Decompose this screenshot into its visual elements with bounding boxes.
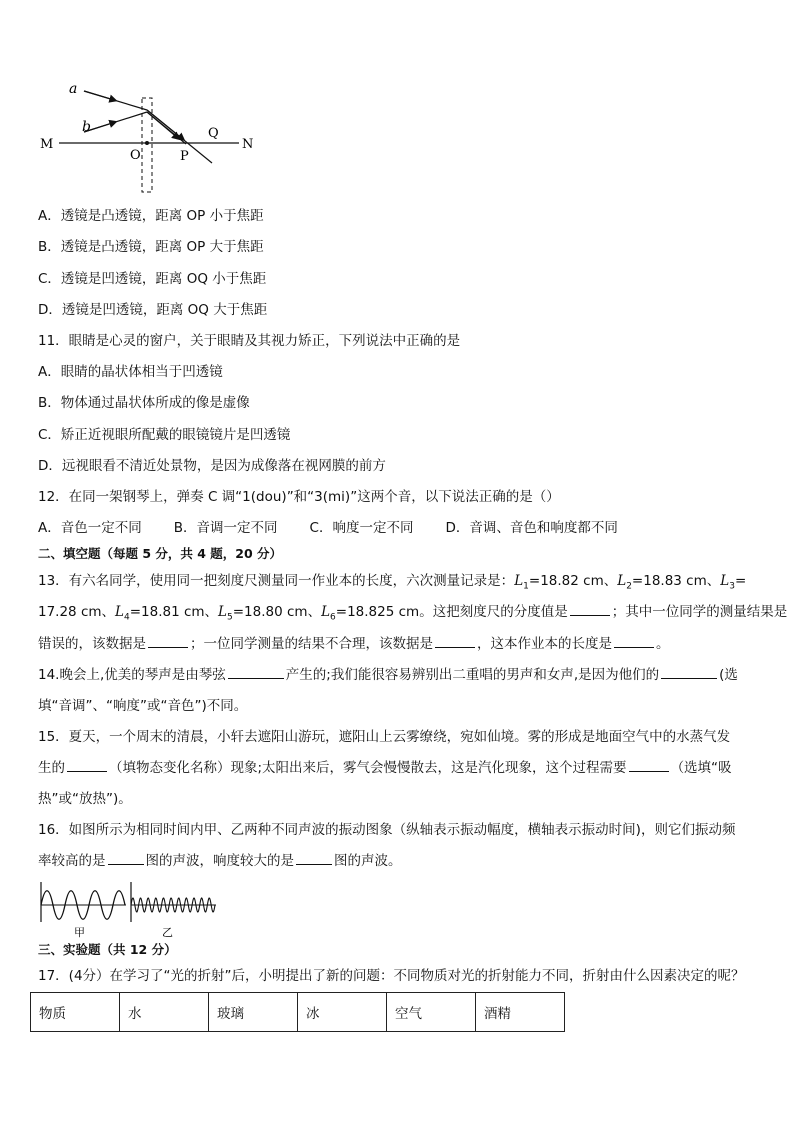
q16-blank-louder[interactable] <box>296 851 332 865</box>
label-a: a <box>69 81 78 97</box>
q15-line-2: 生的 （填物态变化名称）现象;太阳出来后，雾气会慢慢散去，这是汽化现象，这个过程需要 （选填“吸 <box>38 760 732 776</box>
table-cell: 酒精 <box>476 993 565 1032</box>
q16-blank-higher-frequency[interactable] <box>108 851 144 865</box>
label-jia: 甲 <box>74 926 85 939</box>
q11-option-b: B．物体通过晶状体所成的像是虚像 <box>38 395 250 411</box>
q10-option-a: A．透镜是凸透镜，距离 OP 小于焦距 <box>38 208 264 224</box>
table-cell: 冰 <box>298 993 387 1032</box>
q12-options <box>38 518 618 538</box>
label-q: Q <box>208 126 219 141</box>
table-cell: 物质 <box>31 993 120 1032</box>
q16-line-2: 率较高的是 图的声波，响度较大的是 图的声波。 <box>38 853 402 869</box>
table-cell: 空气 <box>387 993 476 1032</box>
q14-blank-timbre[interactable] <box>661 665 717 679</box>
q12-option-b: B．音调一定不同 <box>173 520 278 536</box>
q15-line-3: 热”或“放热”)。 <box>38 791 132 807</box>
q11-option-c: C．矫正近视眼所配戴的眼镜镜片是凹透镜 <box>38 427 291 443</box>
q13-line-3: 错误的，该数据是 ；一位同学测量的结果不合理，该数据是 ，这本作业本的长度是 。 <box>38 636 670 652</box>
section-fill-in-heading: 二、填空题（每题 5 分，共 4 题，20 分） <box>38 546 283 561</box>
q16-line-1: 16．如图所示为相同时间内甲、乙两种不同声波的振动图象（纵轴表示振动幅度，横轴表示振动时间)，则它们振动频 <box>38 822 736 838</box>
q14-line-2: 填“音调”、“响度”或“音色”)不同。 <box>38 698 248 714</box>
material-table <box>30 992 565 1032</box>
q15-blank-heat[interactable] <box>629 758 669 772</box>
lens-ray-diagram <box>36 76 266 201</box>
q13-blank-unreasonable-value[interactable] <box>435 634 475 648</box>
q13-blank-wrong-value[interactable] <box>148 634 188 648</box>
optical-center-dot <box>145 141 149 145</box>
label-o: O <box>130 148 141 163</box>
label-b: b <box>82 119 91 135</box>
q10-option-d: D．透镜是凹透镜，距离 OQ 大于焦距 <box>38 302 268 318</box>
q11-stem: 11．眼睛是心灵的窗户，关于眼睛及其视力矫正，下列说法中正确的是 <box>38 333 461 349</box>
label-yi: 乙 <box>162 926 173 939</box>
label-m: M <box>40 137 54 152</box>
q15-blank-phase-change[interactable] <box>67 758 107 772</box>
q11-option-d: D．远视眼看不清近处景物，是因为成像落在视网膜的前方 <box>38 458 386 474</box>
q14-blank-vibration[interactable] <box>228 665 284 679</box>
table-cell: 玻璃 <box>209 993 298 1032</box>
q13-line-1: 13．有六名同学，使用同一把刻度尺测量同一作业本的长度，六次测量记录是：$L_1=18.82$ cm、$L_2=18.83$ cm、$L_3=$ <box>38 573 747 592</box>
q10-option-c: C．透镜是凹透镜，距离 OQ 小于焦距 <box>38 271 267 287</box>
q17-stem: 17．(4分）在学习了“光的折射”后，小明提出了新的问题：不同物质对光的折射能力不同，折射由什么因素决定的呢？ <box>38 968 745 984</box>
q14-line-1: 14.晚会上,优美的琴声是由琴弦 产生的;我们能很容易辨别出二重唱的男声和女声,是因为他们的 (选 <box>38 667 738 683</box>
q13-line-2: 17.28 cm、$L_4=18.81$ cm、$L_5=18.80$ cm、$L_6=18.825$ cm。这把刻度尺的分度值是 ；其中一位同学的测量结果是 <box>38 604 788 623</box>
q12-option-d: D．音调、音色和响度都不同 <box>445 520 618 536</box>
label-n: N <box>242 137 254 152</box>
q15-line-1: 15．夏天，一个周末的清晨，小轩去遮阳山游玩，遮阳山上云雾缭绕，宛如仙境。雾的形成是地面空气中的水蒸气发 <box>38 729 731 745</box>
q12-option-c: C．响度一定不同 <box>309 520 414 536</box>
q11-option-a: A．眼睛的晶状体相当于凹透镜 <box>38 364 223 380</box>
table-cell: 水 <box>120 993 209 1032</box>
q12-stem: 12．在同一架钢琴上，弹奏 C 调“1(dou)”和“3(mi)”这两个音，以下说法正确的是（） <box>38 489 560 505</box>
table-row <box>31 993 565 1032</box>
q13-blank-division[interactable] <box>570 602 610 616</box>
waveform-figure <box>36 878 221 940</box>
q12-option-a: A．音色一定不同 <box>38 520 142 536</box>
q13-blank-length[interactable] <box>614 634 654 648</box>
section-experiment-heading: 三、实验题（共 12 分） <box>38 942 177 957</box>
label-p: P <box>180 149 189 164</box>
q10-option-b: B．透镜是凸透镜，距离 OP 大于焦距 <box>38 239 264 255</box>
